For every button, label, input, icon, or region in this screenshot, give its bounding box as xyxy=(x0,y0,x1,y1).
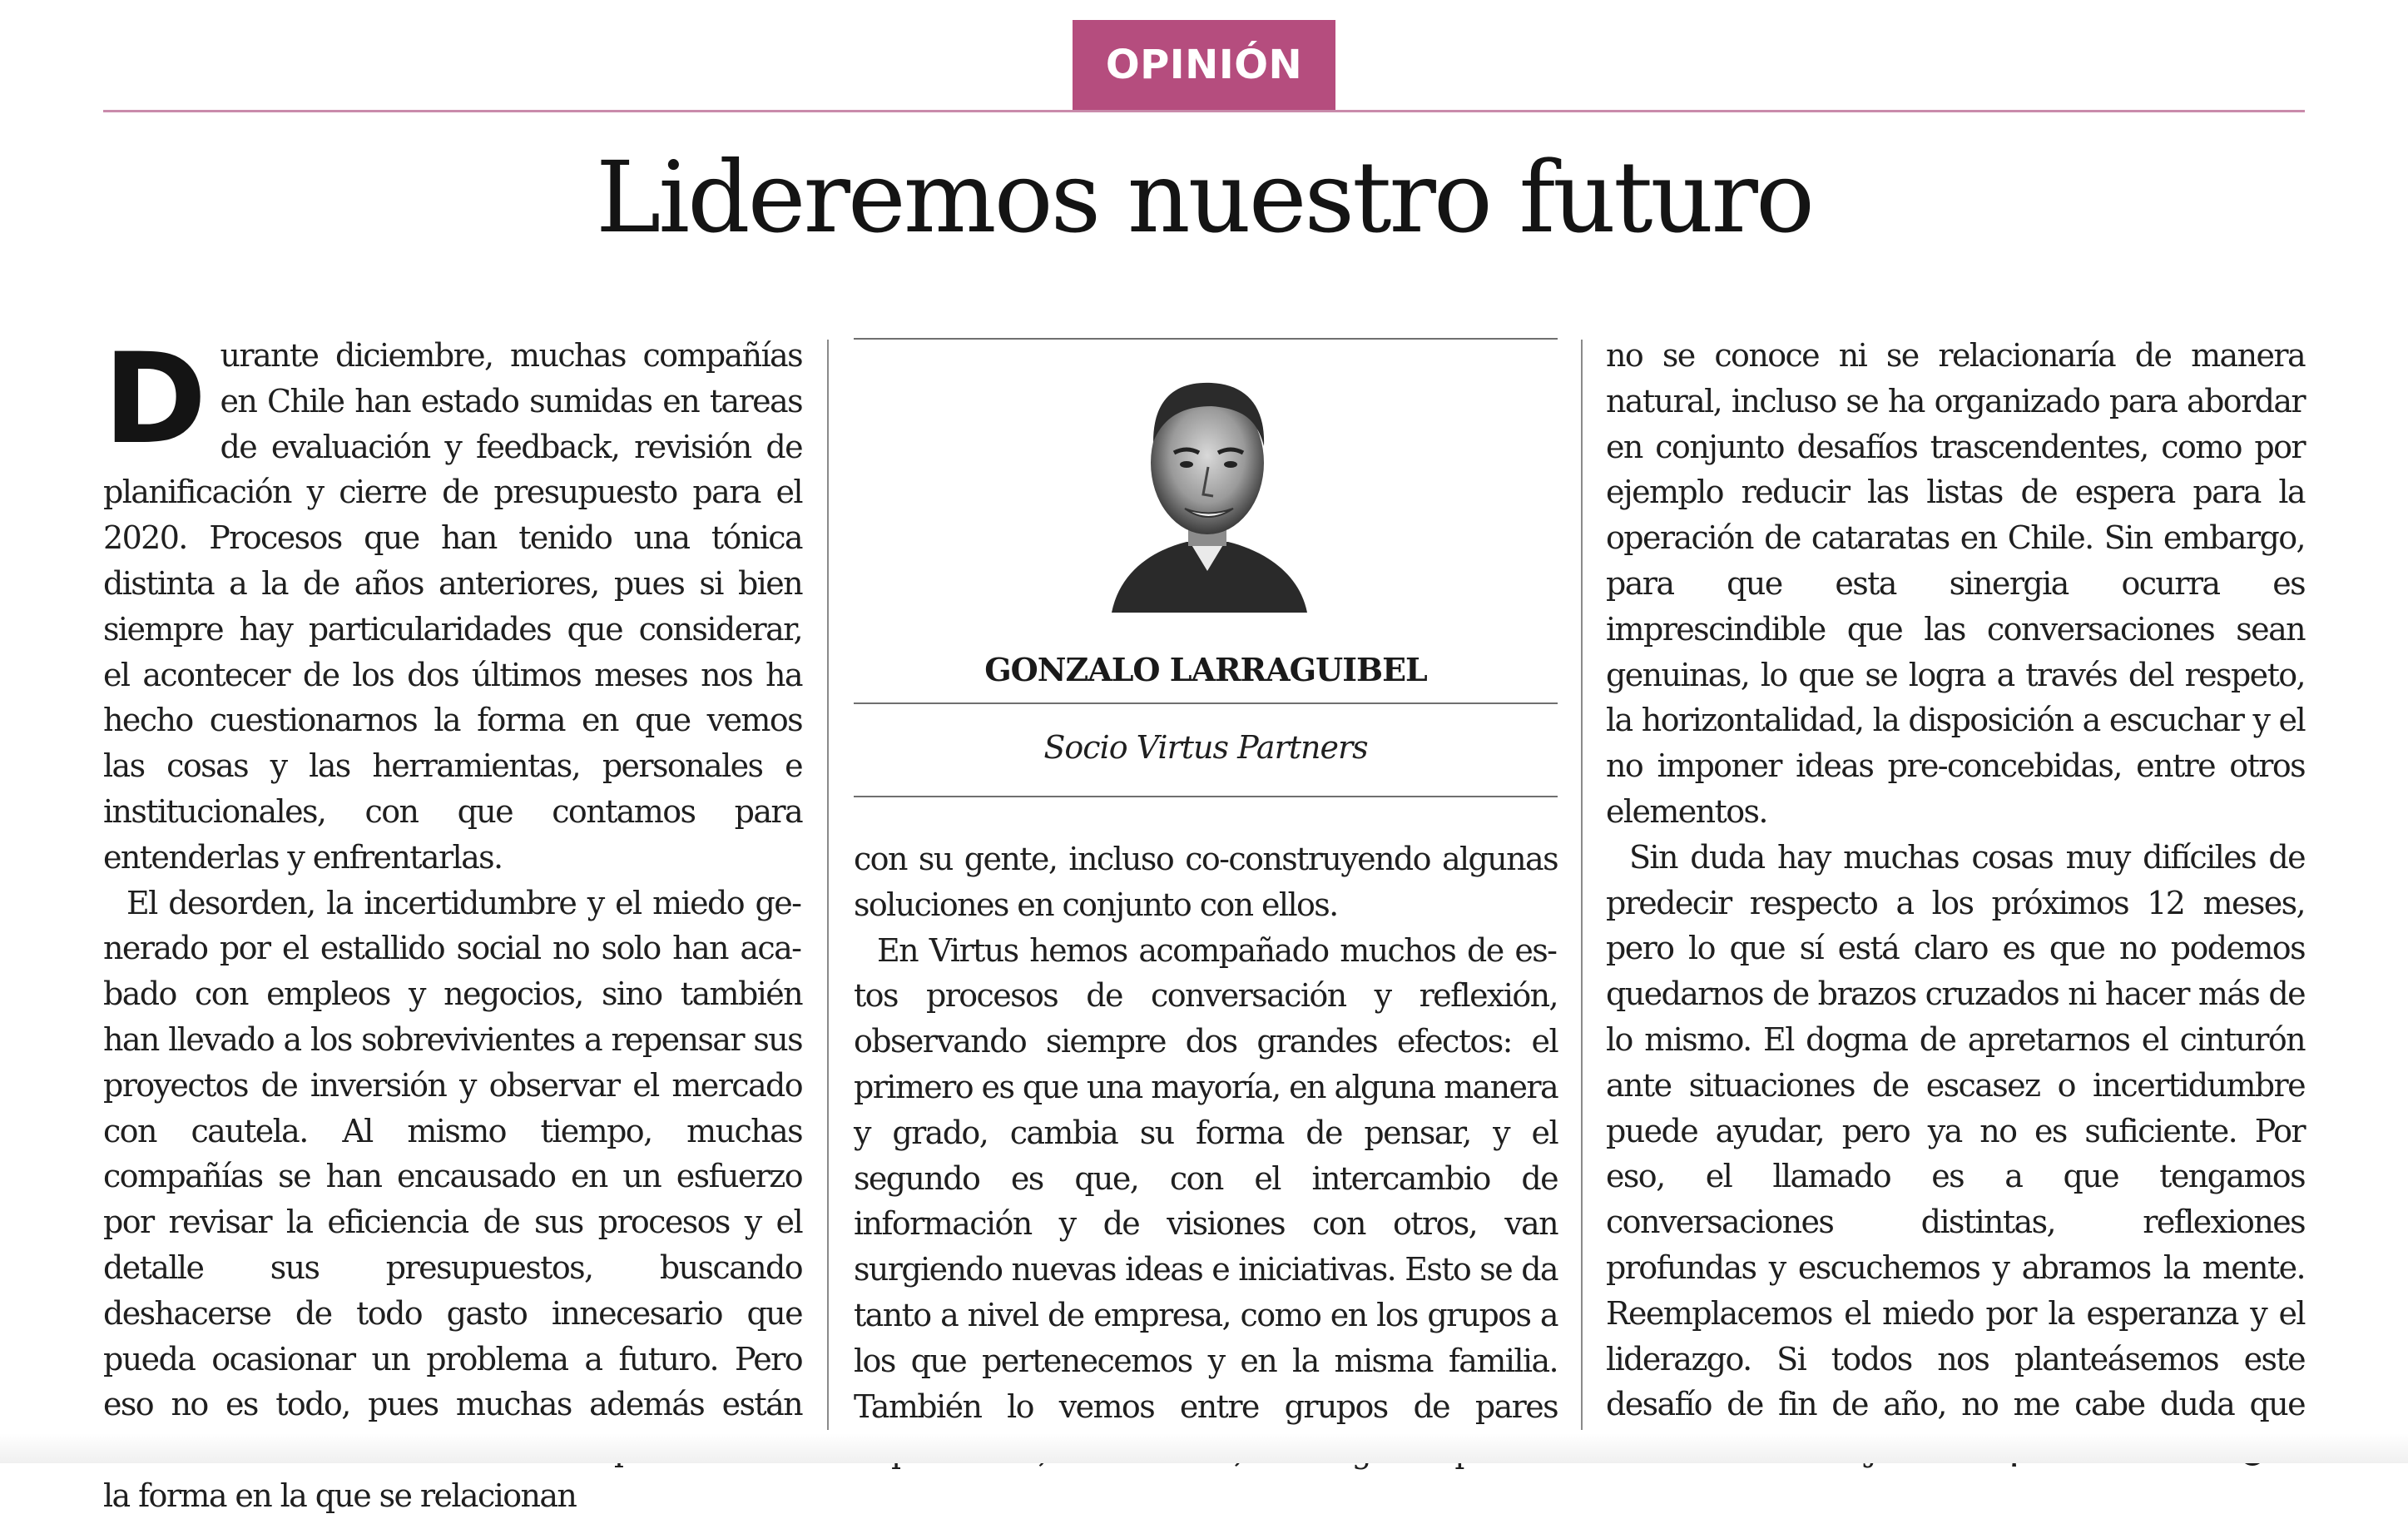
article-column-1 xyxy=(103,327,802,1514)
author-box-bottom-rule xyxy=(854,796,1558,797)
author-box-top-rule xyxy=(854,338,1558,340)
paragraph-text: Sin duda hay muchas cosas muy difíciles de predecir respecto a los próximos 12 meses, pero lo que sí está claro es que no podemos quedarnos de brazos cruzados ni hacer más de lo mismo. El dogma de apretarnos el cinturón ante situaciones de escasez o incertidumbre puede ayudar, pero ya no es suficiente. Por eso, el llamado es a que tengamos conversaciones distintas, reflexiones profundas y escuchemos y abramos la mente. Reemplacemos el miedo por la esperanza y el liderazgo. Si todos nos planteásemos este desafío de fin de año, no me cabe duda que xyxy=(1606,838,2305,1423)
paragraph xyxy=(1606,835,2305,1473)
author-box-mid-rule xyxy=(854,702,1558,704)
article-column-2 xyxy=(854,836,1558,1436)
paragraph: El desorden, la incertidumbre y el miedo generado por el estallido social no solo han acabado con empleos y negocios, sino también han llevado a los sobrevivientes a repensar sus proyectos de inversión y observar el mercado con cautela. Al mismo tiempo, muchas compañías se han encausado en un esfuerzo por revisar la eficiencia de sus procesos y el detalle sus presupuestos, buscando deshacerse de todo gasto innecesario que pueda ocasionar un problema a futuro. Pero eso no es todo, pues muchas además están la forma en la que se relacionan xyxy=(103,884,802,1514)
paragraph: con su gente, incluso co-construyendo algunas soluciones en conjunto con ellos. xyxy=(854,841,1558,923)
column-divider xyxy=(1581,340,1583,1430)
page-bottom-shadow xyxy=(0,1433,2408,1463)
article-column-3 xyxy=(1606,333,2305,1432)
headline: Lideremos nuestro futuro xyxy=(596,140,1812,255)
author-box xyxy=(854,338,1558,797)
drop-cap: D xyxy=(103,327,207,472)
author-name: GONZALO LARRAGUIBEL xyxy=(984,651,1427,688)
paragraph: no se conoce ni se relacionaría de manera natural, incluso se ha organizado para abordar en conjunto desafíos trascendentes, como por ejemplo reducir las listas de espera para la operación de cataratas en Chile. Sin embargo, para que esta sinergia ocurra es imprescindible que las conversaciones sean genuinas, lo que se logra a través del respeto, la horizontalidad, la disposición a escuchar y el no imponer ideas pre-concebidas, entre otros elementos. xyxy=(1606,337,2305,830)
column-divider xyxy=(827,340,829,1430)
paragraph: En Virtus hemos acompañado muchos de estos procesos de conversación y reflexión, observando siempre dos grandes efectos: el primero es que una mayoría, en alguna manera y grado, cambia su forma de pensar, y el segundo es que, con el intercambio de información y de visiones con otros, van surgiendo nuevas ideas e iniciativas. Esto se da tanto a nivel de empresa, como en los grupos a los que pertenecemos y en la misma familia. También lo vemos entre grupos de pares xyxy=(854,931,1558,1425)
author-portrait-icon xyxy=(1095,363,1320,613)
header-rule xyxy=(103,110,2305,112)
author-role: Socio Virtus Partners xyxy=(1043,729,1368,766)
paragraph: urante diciembre, muchas compañías en Chile han estado sumidas en tareas de evaluación y feedback, revisión de planificación y cierre de presupuesto para el 2020. Procesos que han tenido una tónica distinta a la de años anteriores, pues si bien siempre hay particularidades que considerar, el acontecer de los dos últimos meses nos ha hecho cuestionarnos la forma en que vemos las cosas y las herramientas, personales e institucionales, con que contamos para entenderlas y enfrentarlas. xyxy=(103,337,802,876)
section-tag: OPINIÓN xyxy=(1073,20,1335,110)
